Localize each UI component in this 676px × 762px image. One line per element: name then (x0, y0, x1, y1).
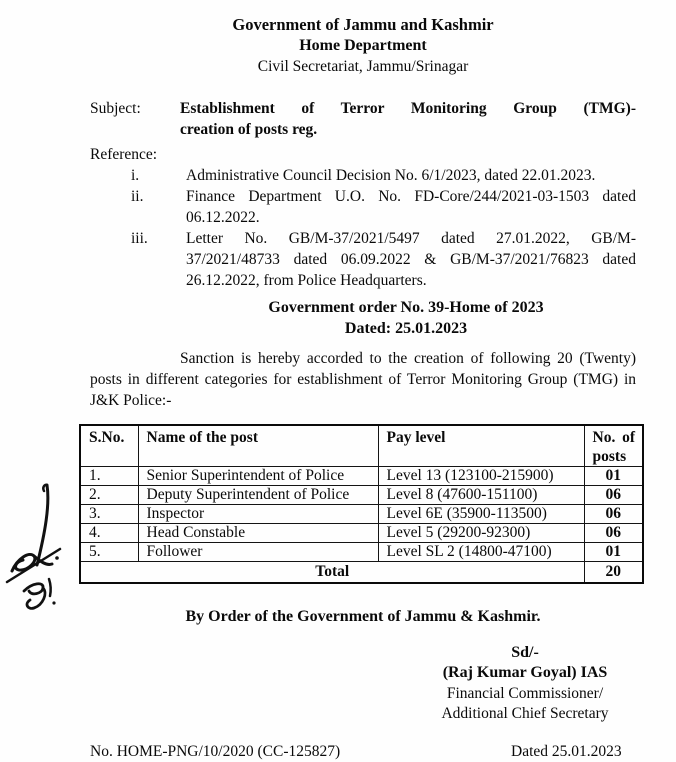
cell-sno: 2. (80, 486, 138, 505)
footer-dated: Dated 25.01.2023 (511, 743, 622, 760)
reference-text: Finance Department U.O. No. FD-Core/244/2021-03-1503 dated 06.12.2022. (186, 188, 636, 226)
reference-item-3 (90, 228, 636, 291)
signatory-name: (Raj Kumar Goyal) IAS (442, 664, 608, 681)
reference-label: Reference: (90, 146, 158, 163)
table-row (80, 486, 643, 505)
sanction-paragraph: Sanction is hereby accorded to the creation of following 20 (Twenty) posts in different categories for establishment of Terror Monitoring Group (TMG) in J&K Police:- (90, 350, 636, 409)
reference-item-2 (90, 186, 636, 228)
cell-pay: Level SL 2 (14800-47100) (378, 543, 584, 562)
posts-table (79, 424, 644, 584)
total-label: Total (80, 562, 584, 583)
cell-sno: 5. (80, 543, 138, 562)
posts-table-wrapper (79, 424, 642, 584)
signature-block (418, 643, 632, 725)
subject-label: Subject: (90, 100, 141, 117)
government-title: Government of Jammu and Kashmir (232, 15, 494, 34)
cell-name: Senior Superintendent of Police (138, 467, 378, 486)
cell-name: Follower (138, 543, 378, 562)
table-row (80, 543, 643, 562)
order-heading (90, 297, 636, 339)
department-title: Home Department (299, 37, 427, 54)
header-sno: S.No. (80, 425, 138, 467)
table-row (80, 524, 643, 543)
cell-pay: Level 5 (29200-92300) (378, 524, 584, 543)
cell-posts: 06 (584, 505, 643, 524)
header-pay: Pay level (378, 425, 584, 467)
cell-sno: 1. (80, 467, 138, 486)
cell-posts: 01 (584, 543, 643, 562)
reference-numeral: iii. (131, 230, 148, 247)
sd-line: Sd/- (511, 643, 539, 661)
total-value: 20 (584, 562, 643, 583)
cell-name: Deputy Superintendent of Police (138, 486, 378, 505)
table-header-row (80, 425, 643, 467)
document-header (90, 14, 636, 77)
secretariat-line: Civil Secretariat, Jammu/Srinagar (257, 58, 469, 75)
cell-name: Inspector (138, 505, 378, 524)
header-posts: No. of posts (584, 425, 643, 467)
cell-posts: 01 (584, 467, 643, 486)
subject-line-1: Establishment of Terror Monitoring Group (TMG)- (180, 100, 636, 117)
cell-posts: 06 (584, 486, 643, 505)
handwritten-signature (4, 481, 66, 619)
reference-text: Administrative Council Decision No. 6/1/2023, dated 22.01.2023. (186, 167, 596, 184)
cell-name: Head Constable (138, 524, 378, 543)
cell-posts: 06 (584, 524, 643, 543)
order-number-line: Government order No. 39-Home of 2023 (268, 299, 544, 316)
table-row (80, 467, 643, 486)
header-name: Name of the post (138, 425, 378, 467)
cell-sno: 3. (80, 505, 138, 524)
footer-ref-no: No. HOME-PNG/10/2020 (CC-125827) (90, 743, 341, 760)
table-row (80, 505, 643, 524)
table-total-row (80, 562, 643, 583)
reference-text: Letter No. GB/M-37/2021/5497 dated 27.01.2022, GB/M-37/2021/48733 dated 06.09.2022 & GB/M-37/2021/76823 dated 26.12.2022, from Police Headquarters. (186, 230, 636, 289)
signatory-title-2: Additional Chief Secretary (441, 705, 609, 722)
subject-text (180, 98, 636, 140)
cell-pay: Level 8 (47600-151100) (378, 486, 584, 505)
cell-sno: 4. (80, 524, 138, 543)
subject-section (90, 98, 636, 140)
reference-numeral: i. (131, 167, 140, 184)
subject-line-2: creation of posts reg. (180, 121, 318, 138)
cell-pay: Level 6E (35900-113500) (378, 505, 584, 524)
order-date-line: Dated: 25.01.2023 (344, 320, 468, 337)
signatory-title-1: Financial Commissioner/ (446, 684, 604, 702)
reference-numeral: ii. (131, 188, 144, 205)
footer-line (90, 741, 636, 762)
by-order-line: By Order of the Government of Jammu & Kashmir. (185, 607, 541, 625)
cell-pay: Level 13 (123100-215900) (378, 467, 584, 486)
reference-item-1 (90, 165, 636, 186)
